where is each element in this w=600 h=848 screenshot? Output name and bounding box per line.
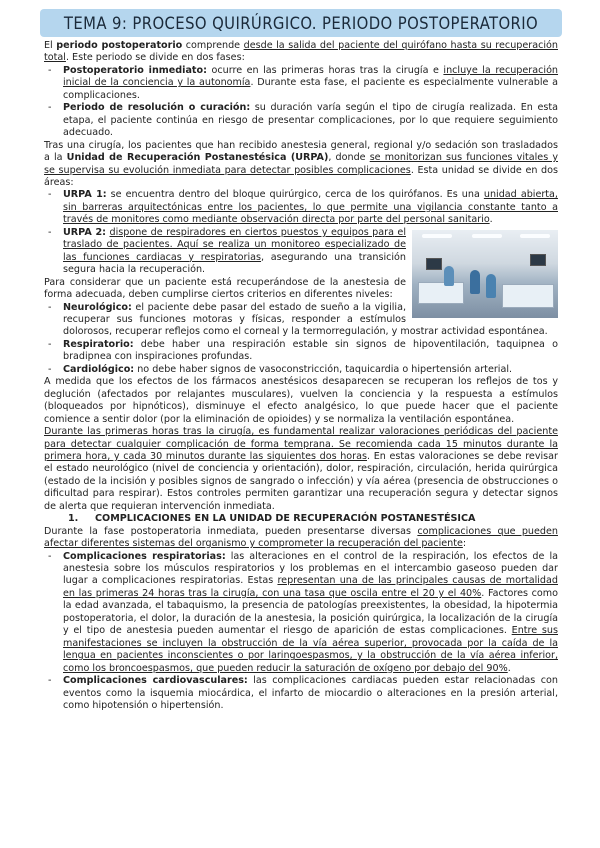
urpa-paragraph: Tras una cirugía, los pacientes que han recibido anestesia general, regional y/o sedación son trasladados a la Unidad de Recuperación Postanestésica (URPA), donde se monitorizan sus funciones vitales y se supervisa su evolución inmediata para detectar posibles complicaciones. Esta unidad se divide en dos áreas: xyxy=(44,139,558,188)
effects-paragraph: A medida que los efectos de los fármacos anestésicos desaparecen se recuperan los reflejos de tos y deglución (afectados por relajantes musculares), vuelven la conciencia y la respuesta a estímulos (bloqueados por hipnóticos), disminuye el efecto analgésico, lo que puede hacer que el paciente comience a sentir dolor (por la eliminación de opioides) y se normaliza la ventilación espontánea. xyxy=(44,376,558,425)
phases-list xyxy=(44,65,558,140)
list-item: - Complicaciones respiratorias: las alteraciones en el control de la respiración, los efectos de la anestesia sobre los músculos respiratorios y los problemas en el intercambio gaseoso pueden dar lugar a complicaciones respiratorias. Estas representan una de las principales causas de mortalidad en las primeras 24 horas tras la cirugía, con una tasa que oscila entre el 20 y el 40%. Factores como la edad avanzada, el tabaquismo, la presencia de patologías preexistentes, la obesidad, la hipotermia postoperatoria, el dolor, la duración de la anestesia, la posición quirúrgica, la localización de la cirugía y el tipo de anestesia pueden aumentar el riesgo de aparición de estas complicaciones. Entre sus manifestaciones se incluyen la obstrucción de la vía aérea superior, provocada por la caída de la lengua en pacientes inconscientes o por laringoespasmos, y la obstrucción de la vía aérea inferior, como los broncoespasmos, que pueden reducir la saturación de oxígeno por debajo del 90%. xyxy=(44,551,558,676)
list-item: - Neurológico: el paciente debe pasar del estado de sueño a la vigilia, recuperar sus funciones motoras y físicas, responder a estímulos dolorosos, recuperar reflejos como el corneal y la termorregulación, y mostrar actividad espontánea. xyxy=(44,302,558,339)
title-banner xyxy=(40,9,562,37)
list-item: - URPA 1: se encuentra dentro del bloque quirúrgico, cerca de los quirófanos. Es una unidad abierta, sin barreras arquitectónicas entre los pacientes, lo que permite una vigilancia constante tanto a través de monitores como mediante observación directa por parte del personal sanitario. xyxy=(44,189,558,226)
section-heading: 1. COMPLICACIONES EN LA UNIDAD DE RECUPERACIÓN POSTANESTÉSICA xyxy=(68,513,476,525)
page-title: TEMA 9: PROCESO QUIRÚRGICO. PERIODO POSTOPERATORIO xyxy=(63,13,539,33)
urpa-areas-list xyxy=(44,189,558,276)
list-item: - Complicaciones cardiovasculares: las complicaciones cardiacas pueden estar relacionadas con eventos como la isquemia miocárdica, el infarto de miocardio o alteraciones en la presión arterial, como hipotensión o hipertensión. xyxy=(44,675,558,712)
criteria-list xyxy=(44,302,558,377)
intro-paragraph: El periodo postoperatorio comprende desde la salida del paciente del quirófano hasta su recuperación total. Este periodo se divide en dos fases: xyxy=(44,40,558,64)
assessment-paragraph: Durante las primeras horas tras la cirugía, es fundamental realizar valoraciones periódicas del paciente para detectar cualquier complicación de forma temprana. Se recomienda cada 15 minutos durante la primera hora, y cada 30 minutos durante las siguientes dos horas. En estas valoraciones se debe revisar el estado neurológico (nivel de conciencia y orientación), dolor, respiración, circulación, herida quirúrgica (estado de la incisión y posibles signos de sangrado o infección) y vía aérea (presencia de obstrucciones o dificultad para respirar). Estos controles permiten garantizar una recuperación segura y detectar signos de alerta que requieran intervención inmediata. xyxy=(44,426,559,512)
list-item: - Periodo de resolución o curación: su duración varía según el tipo de cirugía realizada. En esta etapa, el paciente continúa en riesgo de presentar complicaciones, por lo que requiere seguimiento adecuado. xyxy=(44,102,558,139)
list-item: - Postoperatorio inmediato: ocurre en las primeras horas tras la cirugía e incluye la recuperación inicial de la conciencia y la autonomía. Durante esta fase, el paciente es especialmente vulnerable a complicaciones. xyxy=(44,65,558,102)
criteria-intro: Para considerar que un paciente está recuperándose de la anestesia de forma adecuada, deben cumplirse ciertos criterios en diferentes niveles: xyxy=(44,276,406,301)
list-item: - Respiratorio: debe haber una respiración estable sin signos de hipoventilación, taquipnea o bradipnea con inspiraciones profundas. xyxy=(44,339,558,364)
list-item: - Cardiológico: no debe haber signos de vasoconstricción, taquicardia o hipertensión arterial. xyxy=(44,364,558,376)
complications-intro: Durante la fase postoperatoria inmediata, pueden presentarse diversas complicaciones que pueden afectar diferentes sistemas del organismo y comprometer la recuperación del paciente: xyxy=(44,525,558,550)
document-body xyxy=(44,40,558,712)
complications-list xyxy=(44,551,558,713)
list-item: - URPA 2: dispone de respiradores en ciertos puestos y equipos para el traslado de pacientes. Aquí se realiza un monitoreo especializado de las funciones cardiacas y respiratorias, asegurando una transición segura hacia la recuperación. xyxy=(44,227,558,277)
